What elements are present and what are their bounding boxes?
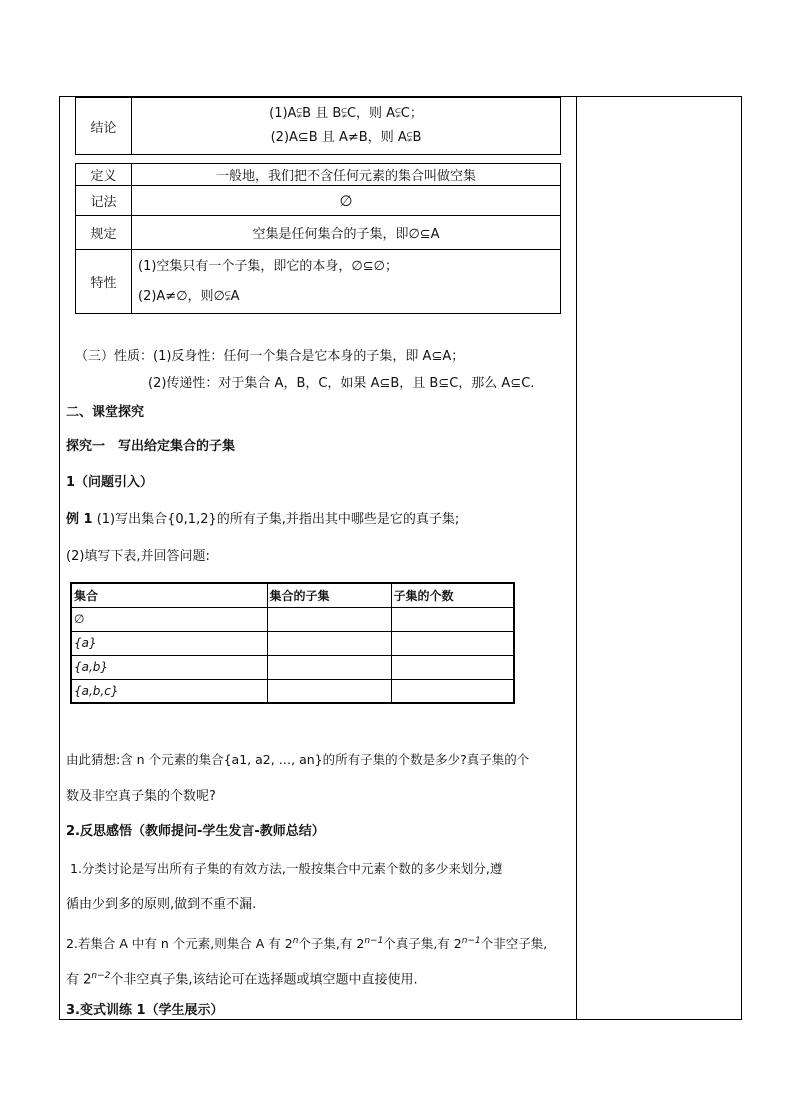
reflection-p3 [66, 967, 418, 989]
reflection-p1-line-2: 循由少到多的原则,做到不重不漏. [66, 897, 257, 912]
subsets-cell[interactable] [267, 631, 391, 655]
exponent: n [292, 936, 299, 946]
example-1-part-2: (2)填写下表,并回答问题: [66, 549, 210, 564]
property-line-1: (1)空集只有一个子集，即它的本身，∅⊆∅； [138, 258, 398, 274]
table-row [71, 679, 514, 703]
rule-text: 空集是任何集合的子集，即∅⊆A [132, 216, 561, 250]
reflection-p2 [66, 932, 547, 953]
rule-label: 规定 [76, 216, 132, 250]
set-cell: {a,b,c} [71, 679, 267, 703]
reflection-p2-c: 个真子集,有 2 [383, 936, 462, 952]
empty-set-table [75, 163, 561, 314]
property-line-2: (2)A≠∅，则∅⫋A [138, 288, 240, 304]
reflection-p2-a: 2.若集合 A 中有 n 个元素,则集合 A 有 2 [66, 936, 293, 952]
property-reflexive: （三）性质：(1)反身性：任何一个集合是它本身的子集，即 A⊆A； [75, 349, 465, 364]
set-cell: ∅ [71, 607, 267, 631]
set-cell: {a,b} [71, 655, 267, 679]
notation-label: 记法 [76, 186, 132, 216]
property-label: 特性 [76, 250, 132, 314]
conclusion-line-1: (1)A⫋B 且 B⫋C，则 A⫋C； [269, 106, 423, 121]
reflection-p2-b: 个子集,有 2 [298, 936, 365, 952]
explore-1-heading: 探究一 写出给定集合的子集 [66, 439, 236, 454]
guess-line-1: 由此猜想:含 n 个元素的集合{a1, a2, …, an}的所有子集的个数是多少?真子集的个 [66, 752, 530, 767]
conclusion-table [75, 97, 561, 155]
exponent: n−1 [461, 936, 481, 946]
header-set: 集合 [71, 583, 267, 607]
subsets-cell[interactable] [267, 655, 391, 679]
count-cell[interactable] [391, 655, 514, 679]
question-1-heading: 1（问题引入） [66, 475, 154, 490]
reflection-p1-line-1: 1.分类讨论是写出所有子集的有效方法,一般按集合中元素个数的多少来划分,遵 [70, 861, 503, 876]
notation-symbol: ∅ [132, 186, 561, 216]
header-count: 子集的个数 [391, 583, 514, 607]
header-subsets: 集合的子集 [267, 583, 391, 607]
count-cell[interactable] [391, 631, 514, 655]
count-cell[interactable] [391, 679, 514, 703]
property-transitive: (2)传递性：对于集合 A，B，C，如果 A⊆B，且 B⊆C，那么 A⊆C. [148, 376, 535, 391]
conclusion-label: 结论 [76, 98, 132, 155]
guess-line-2: 数及非空真子集的个数呢? [66, 789, 216, 804]
subsets-cell[interactable] [267, 607, 391, 631]
exponent: n−1 [364, 936, 384, 946]
table-row [71, 607, 514, 631]
variant-training-heading: 3.变式训练 1（学生展示） [66, 1003, 224, 1018]
exponent: n−2 [91, 971, 111, 981]
example-1-text: (1)写出集合{0,1,2}的所有子集,并指出其中哪些是它的真子集; [96, 512, 460, 527]
table-row [71, 655, 514, 679]
set-cell: {a} [71, 631, 267, 655]
column-divider [576, 96, 577, 1020]
section-2-heading: 二、课堂探究 [66, 405, 145, 420]
subset-table [70, 582, 515, 704]
subsets-cell[interactable] [267, 679, 391, 703]
conclusion-line-2: (2)A⊆B 且 A≠B，则 A⫋B [270, 130, 422, 145]
table-row [71, 631, 514, 655]
reflection-p3-a: 有 2 [66, 972, 92, 988]
example-1-label: 例 1 [66, 512, 93, 527]
definition-text: 一般地，我们把不含任何元素的集合叫做空集 [132, 164, 561, 186]
definition-label: 定义 [76, 164, 132, 186]
count-cell[interactable] [391, 607, 514, 631]
reflection-p2-d: 个非空子集, [480, 936, 548, 952]
reflection-heading: 2.反思感悟（教师提问-学生发言-教师总结） [66, 824, 325, 839]
reflection-p3-b: 个非空真子集,该结论可在选择题或填空题中直接使用. [110, 972, 418, 988]
example-1 [66, 511, 459, 529]
